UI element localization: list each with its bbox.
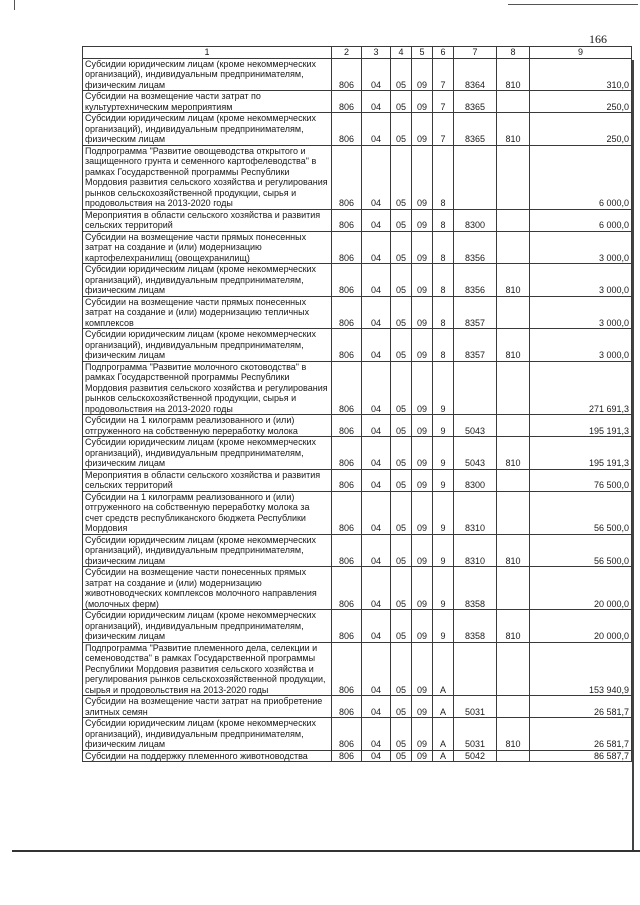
subsection-code: 05 (391, 329, 412, 362)
amount: 195 191,3 (530, 415, 632, 437)
subprogram-code: 9 (433, 415, 454, 437)
section-code: 04 (362, 610, 391, 643)
target-article-code: 5031 (454, 696, 497, 718)
ministry-code: 806 (332, 209, 362, 231)
ministry-code: 806 (332, 415, 362, 437)
ministry-code: 806 (332, 469, 362, 491)
subsection-code: 05 (391, 718, 412, 751)
target-article-code: 5042 (454, 750, 497, 762)
row-name: Подпрограмма "Развитие молочного скотоводства" в рамках Государственной программы Республики Мордовия развития сельского хозяйства и регулирования рынков сельскохозяйственной продукции, сырья и продовольствия на 2013-2020 годы (83, 361, 332, 415)
program-code: 09 (412, 58, 433, 91)
amount: 26 581,7 (530, 696, 632, 718)
section-code: 04 (362, 642, 391, 696)
amount: 250,0 (530, 113, 632, 146)
ministry-code: 806 (332, 113, 362, 146)
table-row (83, 329, 632, 362)
subprogram-code: 8 (433, 296, 454, 329)
subsection-code: 05 (391, 209, 412, 231)
section-code: 04 (362, 415, 391, 437)
subprogram-code: 9 (433, 491, 454, 534)
amount: 310,0 (530, 58, 632, 91)
target-article-code: 8356 (454, 264, 497, 297)
expense-type-code: 810 (497, 718, 530, 751)
ministry-code: 806 (332, 231, 362, 264)
header-row (83, 47, 632, 59)
target-article-code: 8357 (454, 296, 497, 329)
subprogram-code: 8 (433, 264, 454, 297)
table-row (83, 113, 632, 146)
ministry-code: 806 (332, 145, 362, 209)
program-code: 09 (412, 361, 433, 415)
ministry-code: 806 (332, 437, 362, 470)
amount: 26 581,7 (530, 718, 632, 751)
section-code: 04 (362, 696, 391, 718)
expense-type-code (497, 696, 530, 718)
expense-type-code (497, 361, 530, 415)
ministry-code: 806 (332, 642, 362, 696)
table-row (83, 264, 632, 297)
scan-edge-mark (508, 4, 638, 5)
target-article-code: 8310 (454, 491, 497, 534)
table-row (83, 750, 632, 762)
program-code: 09 (412, 231, 433, 264)
subprogram-code: 9 (433, 567, 454, 610)
subsection-code: 05 (391, 296, 412, 329)
target-article-code (454, 145, 497, 209)
section-code: 04 (362, 361, 391, 415)
target-article-code: 5031 (454, 718, 497, 751)
target-article-code: 8365 (454, 113, 497, 146)
section-code: 04 (362, 58, 391, 91)
subprogram-code: 7 (433, 91, 454, 113)
program-code: 09 (412, 329, 433, 362)
expense-type-code (497, 209, 530, 231)
subprogram-code: 7 (433, 58, 454, 91)
table-row (83, 642, 632, 696)
row-name: Субсидии на возмещение части затрат по культуртехническим мероприятиям (83, 91, 332, 113)
row-name: Субсидии юридическим лицам (кроме некоммерческих организаций), индивидуальным предпринимателям, физическим лицам (83, 113, 332, 146)
amount: 195 191,3 (530, 437, 632, 470)
subprogram-code: 8 (433, 145, 454, 209)
subprogram-code: 9 (433, 534, 454, 567)
section-code: 04 (362, 567, 391, 610)
table-row (83, 437, 632, 470)
expense-type-code (497, 469, 530, 491)
target-article-code: 8300 (454, 469, 497, 491)
subsection-code: 05 (391, 610, 412, 643)
row-name: Субсидии юридическим лицам (кроме некоммерческих организаций), индивидуальным предпринимателям, физическим лицам (83, 329, 332, 362)
target-article-code: 8356 (454, 231, 497, 264)
column-header-3: 3 (362, 47, 391, 59)
program-code: 09 (412, 491, 433, 534)
section-code: 04 (362, 534, 391, 567)
subprogram-code: А (433, 750, 454, 762)
program-code: 09 (412, 469, 433, 491)
program-code: 09 (412, 642, 433, 696)
expense-type-code: 810 (497, 329, 530, 362)
program-code: 09 (412, 264, 433, 297)
scan-edge-shadow (632, 60, 634, 850)
table-row (83, 296, 632, 329)
table-row (83, 231, 632, 264)
section-code: 04 (362, 469, 391, 491)
target-article-code: 8357 (454, 329, 497, 362)
subsection-code: 05 (391, 415, 412, 437)
expense-type-code: 810 (497, 113, 530, 146)
column-header-1: 1 (83, 47, 332, 59)
row-name: Субсидии на 1 килограмм реализованного и (или) отгруженного на собственную переработку молока (83, 415, 332, 437)
target-article-code: 8364 (454, 58, 497, 91)
program-code: 09 (412, 145, 433, 209)
column-header-9: 9 (530, 47, 632, 59)
expense-type-code (497, 145, 530, 209)
ministry-code: 806 (332, 361, 362, 415)
expense-type-code (497, 231, 530, 264)
subsection-code: 05 (391, 264, 412, 297)
row-name: Субсидии юридическим лицам (кроме некоммерческих организаций), индивидуальным предпринимателям, физическим лицам (83, 534, 332, 567)
table-row (83, 696, 632, 718)
budget-table (82, 46, 632, 762)
subprogram-code: 9 (433, 610, 454, 643)
program-code: 09 (412, 296, 433, 329)
row-name: Субсидии на поддержку племенного животноводства (83, 750, 332, 762)
subsection-code: 05 (391, 113, 412, 146)
target-article-code: 8300 (454, 209, 497, 231)
section-code: 04 (362, 329, 391, 362)
subprogram-code: А (433, 696, 454, 718)
ministry-code: 806 (332, 610, 362, 643)
subsection-code: 05 (391, 361, 412, 415)
expense-type-code: 810 (497, 437, 530, 470)
subprogram-code: А (433, 718, 454, 751)
section-code: 04 (362, 145, 391, 209)
program-code: 09 (412, 534, 433, 567)
subsection-code: 05 (391, 231, 412, 264)
scan-edge-shadow (12, 850, 640, 852)
amount: 20 000,0 (530, 567, 632, 610)
program-code: 09 (412, 209, 433, 231)
table-row (83, 491, 632, 534)
ministry-code: 806 (332, 91, 362, 113)
table-row (83, 145, 632, 209)
table-header (83, 47, 632, 59)
subsection-code: 05 (391, 58, 412, 91)
column-header-2: 2 (332, 47, 362, 59)
expense-type-code: 810 (497, 264, 530, 297)
subprogram-code: 8 (433, 209, 454, 231)
row-name: Субсидии на 1 килограмм реализованного и (или) отгруженного на собственную переработку молока за счет средств республиканского бюджета Республики Мордовия (83, 491, 332, 534)
amount: 3 000,0 (530, 264, 632, 297)
subsection-code: 05 (391, 491, 412, 534)
column-header-7: 7 (454, 47, 497, 59)
program-code: 09 (412, 696, 433, 718)
row-name: Субсидии юридическим лицам (кроме некоммерческих организаций), индивидуальным предпринимателям, физическим лицам (83, 264, 332, 297)
row-name: Субсидии юридическим лицам (кроме некоммерческих организаций), индивидуальным предпринимателям, физическим лицам (83, 718, 332, 751)
expense-type-code: 810 (497, 58, 530, 91)
amount: 56 500,0 (530, 534, 632, 567)
program-code: 09 (412, 567, 433, 610)
table-row (83, 534, 632, 567)
section-code: 04 (362, 296, 391, 329)
program-code: 09 (412, 415, 433, 437)
program-code: 09 (412, 91, 433, 113)
subprogram-code: А (433, 642, 454, 696)
target-article-code: 8358 (454, 567, 497, 610)
subsection-code: 05 (391, 145, 412, 209)
amount: 76 500,0 (530, 469, 632, 491)
expense-type-code (497, 91, 530, 113)
subprogram-code: 9 (433, 361, 454, 415)
program-code: 09 (412, 437, 433, 470)
subprogram-code: 8 (433, 329, 454, 362)
expense-type-code (497, 415, 530, 437)
row-name: Подпрограмма "Развитие овощеводства открытого и защищенного грунта и семенного картофелеводства" в рамках Государственной программы Республики Мордовия развития сельского хозяйства и регулирования рынков сельскохозяйственной продукции, сырья и продовольствия на 2013-2020 годы (83, 145, 332, 209)
ministry-code: 806 (332, 296, 362, 329)
target-article-code: 5043 (454, 437, 497, 470)
table-row (83, 718, 632, 751)
row-name: Мероприятия в области сельского хозяйства и развития сельских территорий (83, 469, 332, 491)
program-code: 09 (412, 113, 433, 146)
row-name: Субсидии юридическим лицам (кроме некоммерческих организаций), индивидуальным предпринимателям, физическим лицам (83, 58, 332, 91)
column-header-4: 4 (391, 47, 412, 59)
ministry-code: 806 (332, 58, 362, 91)
section-code: 04 (362, 113, 391, 146)
amount: 153 940,9 (530, 642, 632, 696)
ministry-code: 806 (332, 696, 362, 718)
table-row (83, 91, 632, 113)
section-code: 04 (362, 437, 391, 470)
table-row (83, 415, 632, 437)
amount: 6 000,0 (530, 209, 632, 231)
target-article-code: 8310 (454, 534, 497, 567)
row-name: Субсидии на возмещение части затрат на приобретение элитных семян (83, 696, 332, 718)
subprogram-code: 7 (433, 113, 454, 146)
program-code: 09 (412, 610, 433, 643)
row-name: Субсидии на возмещение части прямых понесенных затрат на создание и (или) модернизацию картофелехранилищ (овощехранилищ) (83, 231, 332, 264)
subsection-code: 05 (391, 642, 412, 696)
amount: 6 000,0 (530, 145, 632, 209)
scan-edge-mark (14, 0, 15, 10)
target-article-code (454, 642, 497, 696)
ministry-code: 806 (332, 329, 362, 362)
amount: 271 691,3 (530, 361, 632, 415)
column-header-6: 6 (433, 47, 454, 59)
amount: 86 587,7 (530, 750, 632, 762)
amount: 3 000,0 (530, 231, 632, 264)
table-row (83, 469, 632, 491)
amount: 20 000,0 (530, 610, 632, 643)
row-name: Подпрограмма "Развитие племенного дела, селекции и семеноводства" в рамках Государственной программы Республики Мордовия развития сельского хозяйства и регулирования рынков сельскохозяйственной продукции, сырья и продовольствия на 2013-2020 годы (83, 642, 332, 696)
subsection-code: 05 (391, 567, 412, 610)
subprogram-code: 9 (433, 437, 454, 470)
subsection-code: 05 (391, 437, 412, 470)
expense-type-code: 810 (497, 610, 530, 643)
expense-type-code: 810 (497, 534, 530, 567)
subsection-code: 05 (391, 696, 412, 718)
table-row (83, 58, 632, 91)
target-article-code: 8358 (454, 610, 497, 643)
subprogram-code: 8 (433, 231, 454, 264)
ministry-code: 806 (332, 264, 362, 297)
ministry-code: 806 (332, 750, 362, 762)
ministry-code: 806 (332, 534, 362, 567)
table-row (83, 610, 632, 643)
amount: 3 000,0 (530, 296, 632, 329)
section-code: 04 (362, 231, 391, 264)
section-code: 04 (362, 209, 391, 231)
ministry-code: 806 (332, 491, 362, 534)
subsection-code: 05 (391, 91, 412, 113)
column-header-8: 8 (497, 47, 530, 59)
table-row (83, 361, 632, 415)
program-code: 09 (412, 750, 433, 762)
amount: 250,0 (530, 91, 632, 113)
amount: 3 000,0 (530, 329, 632, 362)
amount: 56 500,0 (530, 491, 632, 534)
section-code: 04 (362, 718, 391, 751)
expense-type-code (497, 296, 530, 329)
row-name: Субсидии юридическим лицам (кроме некоммерческих организаций), индивидуальным предпринимателям, физическим лицам (83, 610, 332, 643)
subsection-code: 05 (391, 534, 412, 567)
row-name: Субсидии юридическим лицам (кроме некоммерческих организаций), индивидуальным предпринимателям, физическим лицам (83, 437, 332, 470)
table-body (83, 58, 632, 762)
expense-type-code (497, 491, 530, 534)
row-name: Субсидии на возмещение части понесенных прямых затрат на создание и (или) модернизацию животноводческих комплексов молочного направления (молочных ферм) (83, 567, 332, 610)
section-code: 04 (362, 491, 391, 534)
subprogram-code: 9 (433, 469, 454, 491)
target-article-code (454, 361, 497, 415)
target-article-code: 8365 (454, 91, 497, 113)
section-code: 04 (362, 750, 391, 762)
column-header-5: 5 (412, 47, 433, 59)
program-code: 09 (412, 718, 433, 751)
subsection-code: 05 (391, 469, 412, 491)
section-code: 04 (362, 91, 391, 113)
table-row (83, 209, 632, 231)
subsection-code: 05 (391, 750, 412, 762)
table-row (83, 567, 632, 610)
target-article-code: 5043 (454, 415, 497, 437)
row-name: Мероприятия в области сельского хозяйства и развития сельских территорий (83, 209, 332, 231)
expense-type-code (497, 750, 530, 762)
expense-type-code (497, 642, 530, 696)
ministry-code: 806 (332, 718, 362, 751)
row-name: Субсидии на возмещение части прямых понесенных затрат на создание и (или) модернизацию тепличных комплексов (83, 296, 332, 329)
page-number: 166 (589, 32, 607, 46)
section-code: 04 (362, 264, 391, 297)
ministry-code: 806 (332, 567, 362, 610)
expense-type-code (497, 567, 530, 610)
